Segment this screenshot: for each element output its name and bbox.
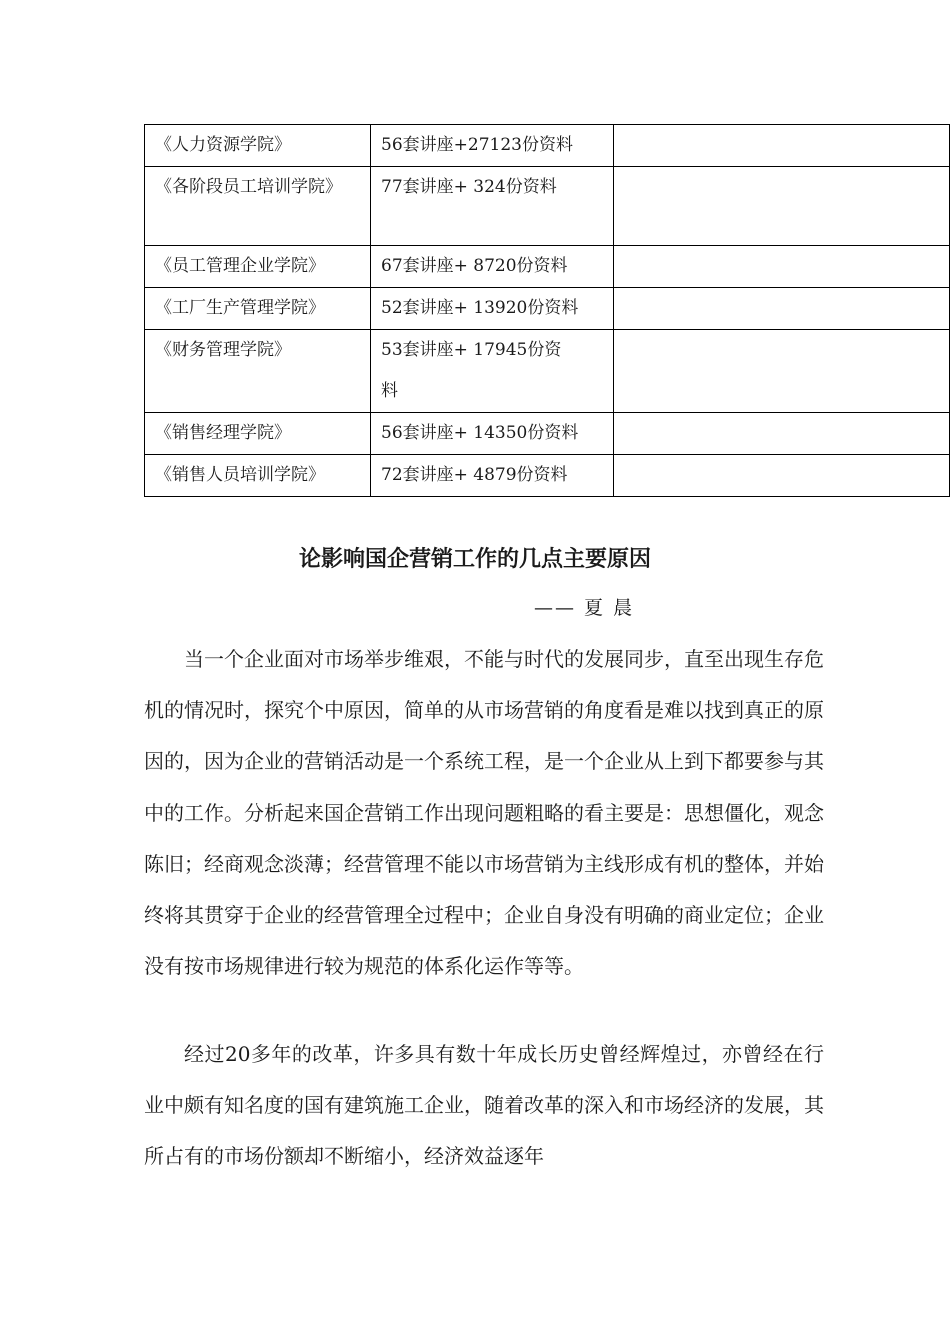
empty-cell bbox=[614, 125, 950, 167]
table-row bbox=[145, 246, 950, 288]
article-author: —— 夏 晨 bbox=[534, 597, 635, 619]
course-name-cell: 《财务管理学院》 bbox=[145, 330, 371, 413]
course-detail-cell: 52套讲座+ 13920份资料 bbox=[371, 288, 614, 330]
article-title: 论影响国企营销工作的几点主要原因 bbox=[298, 547, 651, 572]
empty-cell bbox=[614, 288, 950, 330]
course-detail-cell: 77套讲座+ 324份资料 bbox=[371, 167, 614, 246]
course-name-cell: 《员工管理企业学院》 bbox=[145, 246, 371, 288]
course-detail-cell: 53套讲座+ 17945份资料 bbox=[371, 330, 614, 413]
table-row bbox=[145, 455, 950, 497]
course-name-cell: 《人力资源学院》 bbox=[145, 125, 371, 167]
table-row bbox=[145, 125, 950, 167]
course-name-cell: 《工厂生产管理学院》 bbox=[145, 288, 371, 330]
course-detail-cell: 56套讲座+27123份资料 bbox=[371, 125, 614, 167]
catalog-table bbox=[144, 124, 950, 497]
article-paragraph: 当一个企业面对市场举步维艰，不能与时代的发展同步，直至出现生存危机的情况时，探究个中原因，简单的从市场营销的角度看是难以找到真正的原因的，因为企业的营销活动是一个系统工程，是一个企业从上到下都要参与其中的工作。分析起来国企营销工作出现问题粗略的看主要是：思想僵化，观念陈旧；经商观念淡薄；经营管理不能以市场营销为主线形成有机的整体，并始终将其贯穿于企业的经营管理全过程中；企业自身没有明确的商业定位；企业没有按市场规律进行较为规范的体系化运作等等。 bbox=[144, 647, 824, 979]
empty-cell bbox=[614, 455, 950, 497]
empty-cell bbox=[614, 330, 950, 413]
empty-cell bbox=[614, 413, 950, 455]
table-row bbox=[145, 167, 950, 246]
table-row bbox=[145, 413, 950, 455]
course-name-cell: 《销售人员培训学院》 bbox=[145, 455, 371, 497]
course-detail-cell: 67套讲座+ 8720份资料 bbox=[371, 246, 614, 288]
article-paragraph: 经过20多年的改革，许多具有数十年成长历史曾经辉煌过，亦曾经在行业中颇有知名度的国有建筑施工企业，随着改革的深入和市场经济的发展，其所占有的市场份额却不断缩小，经济效益逐年 bbox=[144, 1042, 824, 1169]
table-row bbox=[145, 330, 950, 413]
course-name-cell: 《各阶段员工培训学院》 bbox=[145, 167, 371, 246]
course-detail-cell: 56套讲座+ 14350份资料 bbox=[371, 413, 614, 455]
table-row bbox=[145, 288, 950, 330]
empty-cell bbox=[614, 167, 950, 246]
empty-cell bbox=[614, 246, 950, 288]
course-detail-cell: 72套讲座+ 4879份资料 bbox=[371, 455, 614, 497]
course-name-cell: 《销售经理学院》 bbox=[145, 413, 371, 455]
